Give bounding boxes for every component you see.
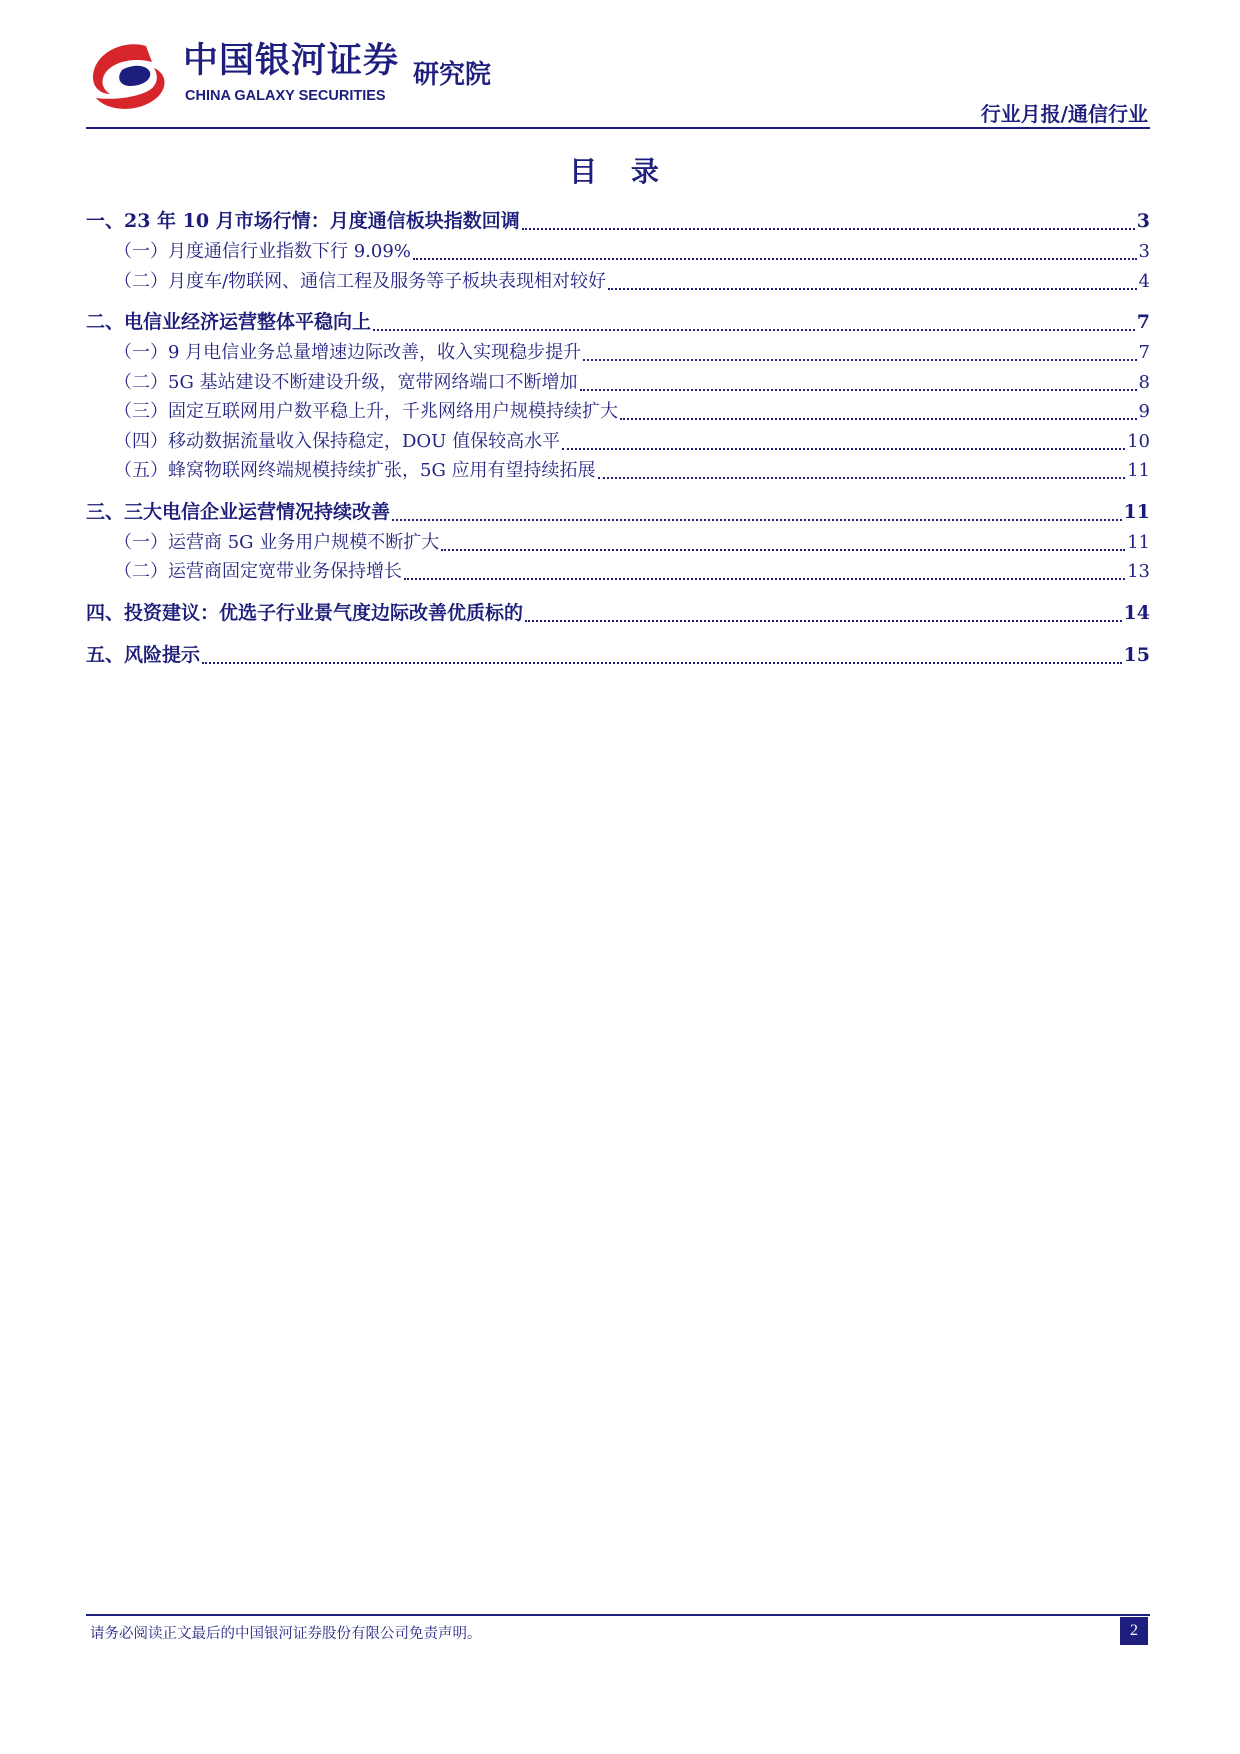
toc-subsection-link[interactable]: [86, 368, 1150, 398]
toc-entry-page: 11: [1123, 500, 1150, 523]
toc-entry-label: （一）月度通信行业指数下行 9.09%: [114, 241, 411, 262]
toc-leader-dots: [392, 518, 1122, 521]
footer-disclaimer: 请务必阅读正文最后的中国银河证券股份有限公司免责声明。: [90, 1626, 482, 1642]
toc-entry-page: 15: [1123, 643, 1150, 666]
toc-section-link[interactable]: [86, 307, 1150, 338]
toc-subsection-link[interactable]: [86, 557, 1150, 587]
toc-leader-dots: [580, 388, 1137, 391]
toc-entry-label: 三、三大电信企业运营情况持续改善: [86, 500, 391, 523]
toc-entry-label: （三）固定互联网用户数平稳上升，千兆网络用户规模持续扩大: [114, 401, 618, 422]
toc-leader-dots: [413, 257, 1137, 260]
toc-entry-label: 四、投资建议：优选子行业景气度边际改善优质标的: [86, 601, 524, 624]
brand-chinese-name: 中国银河证券: [183, 41, 400, 81]
toc-leader-dots: [562, 447, 1125, 450]
toc-entry-page: 11: [1127, 460, 1150, 481]
toc-entry-label: （二）运营商固定宽带业务保持增长: [114, 561, 402, 582]
page-header: [0, 0, 1240, 130]
toc-leader-dots: [525, 619, 1122, 622]
galaxy-logo-icon: [88, 38, 170, 114]
toc-title: 目 录: [569, 155, 671, 188]
toc-subsection-link[interactable]: [86, 456, 1150, 486]
toc-entry-page: 8: [1138, 371, 1150, 393]
toc-entry-page: 11: [1127, 531, 1150, 553]
brand-english-name: CHINA GALAXY SECURITIES: [185, 88, 386, 104]
toc-subsection-link[interactable]: [86, 237, 1150, 267]
toc-leader-dots: [583, 358, 1136, 361]
toc-entry-label: （一）运营商 5G 业务用户规模不断扩大: [114, 531, 440, 553]
report-type: 行业月报/通信行业: [980, 102, 1148, 126]
toc-leader-dots: [202, 661, 1122, 664]
toc-entry-page: 14: [1123, 601, 1150, 624]
toc-subsection-link[interactable]: [86, 397, 1150, 427]
toc-section-link[interactable]: [86, 640, 1150, 671]
toc-leader-dots: [598, 476, 1126, 479]
toc-entry-page: 10: [1127, 430, 1150, 452]
toc-leader-dots: [608, 287, 1136, 290]
toc-subsection-link[interactable]: [86, 338, 1150, 368]
header-divider: [86, 127, 1150, 129]
footer-divider: [86, 1614, 1150, 1616]
toc-entry-label: 一、23 年 10 月市场行情：月度通信板块指数回调: [86, 210, 520, 232]
toc-entry-label: （五）蜂窝物联网终端规模持续扩张，5G 应用有望持续拓展: [114, 460, 596, 481]
toc-entry-page: 7: [1136, 311, 1150, 333]
toc-entry-page: 4: [1138, 270, 1150, 292]
toc-leader-dots: [522, 227, 1135, 230]
toc-entry-page: 3: [1136, 210, 1150, 232]
toc-entry-label: （一）9 月电信业务总量增速边际改善，收入实现稳步提升: [114, 342, 582, 363]
table-of-contents: [86, 206, 1150, 671]
toc-subsection-link[interactable]: [86, 427, 1150, 457]
toc-leader-dots: [620, 417, 1137, 420]
toc-section-link[interactable]: [86, 598, 1150, 629]
toc-entry-label: （二）月度车/物联网、通信工程及服务等子板块表现相对较好: [114, 270, 607, 292]
toc-subsection-link[interactable]: [86, 528, 1150, 558]
page-number: 2: [1120, 1617, 1148, 1645]
toc-entry-label: 五、风险提示: [86, 643, 201, 666]
toc-entry-page: 13: [1127, 561, 1150, 582]
toc-entry-page: 9: [1138, 401, 1150, 422]
institute-name: 研究院: [413, 60, 492, 90]
toc-entry-label: （二）5G 基站建设不断建设升级，宽带网络端口不断增加: [114, 371, 578, 393]
toc-leader-dots: [404, 577, 1125, 580]
toc-entry-label: （四）移动数据流量收入保持稳定，DOU 值保较高水平: [114, 430, 561, 452]
toc-section-link[interactable]: [86, 206, 1150, 237]
toc-leader-dots: [441, 548, 1125, 551]
toc-subsection-link[interactable]: [86, 267, 1150, 297]
toc-section-link[interactable]: [86, 497, 1150, 528]
toc-entry-page: 3: [1138, 241, 1150, 262]
toc-leader-dots: [373, 328, 1135, 331]
toc-entry-label: 二、电信业经济运营整体平稳向上: [86, 311, 372, 333]
toc-entry-page: 7: [1138, 342, 1150, 363]
